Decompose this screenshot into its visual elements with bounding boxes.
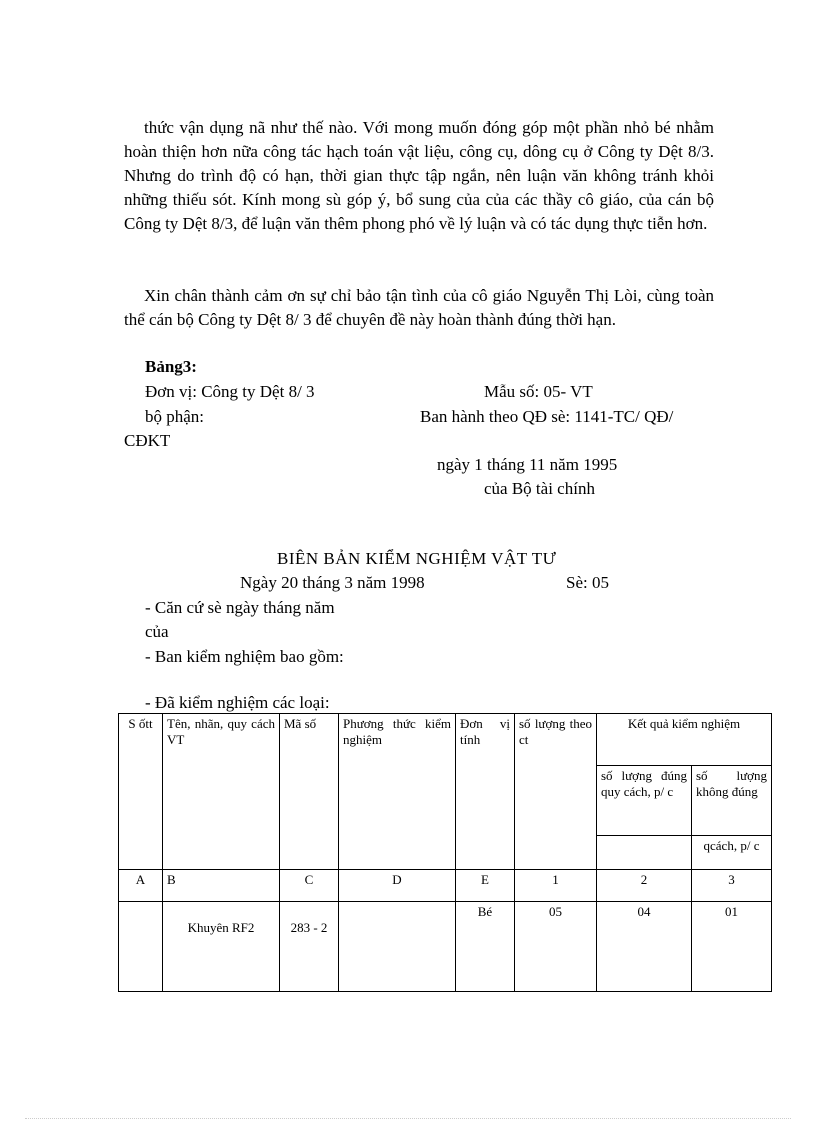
issued-by: Ban hành theo QĐ sè: 1141-TC/ QĐ/ (420, 407, 674, 426)
inspection-table (118, 713, 772, 992)
basis-line-continued: của (145, 622, 169, 641)
unit-line: Đơn vị: Công ty Dệt 8/ 3 (145, 382, 315, 401)
intro-paragraph-2-text: Xin chân thành cảm ơn sự chỉ bảo tận tình của cô giáo Nguyễn Thị Lòi, cùng toàn thể cán bộ Công ty Dệt 8/ 3 để chuyên đề này hoàn thành đúng thời hạn. (124, 286, 714, 329)
header-name: Tên, nhãn, quy cách VT (163, 714, 280, 870)
document-date: Ngày 20 tháng 3 năm 1998 (240, 573, 425, 592)
issued-date: ngày 1 tháng 11 năm 1995 (437, 455, 618, 474)
row-method (339, 902, 456, 992)
row-code: 283 - 2 (280, 902, 339, 992)
table-row (119, 902, 772, 992)
intro-paragraph-2 (124, 284, 714, 332)
document-number: Sè: 05 (566, 573, 609, 592)
table-code-row (119, 870, 772, 902)
header-code: Mã số (280, 714, 339, 870)
row-qty-ok: 04 (597, 902, 692, 992)
header-method: Phương thức kiểm nghiệm (339, 714, 456, 870)
issued-organization: của Bộ tài chính (484, 479, 595, 498)
code-cell: C (280, 870, 339, 902)
inspected-line: - Đã kiểm nghiệm các loại: (145, 693, 330, 712)
intro-paragraph-1 (124, 116, 714, 236)
row-name: Khuyên RF2 (163, 902, 280, 992)
form-number: Mẫu số: 05- VT (484, 382, 593, 401)
intro-paragraph-1-text: thức vận dụng nã như thế nào. Với mong muốn đóng góp một phần nhỏ bé nhằm hoàn thiện hơn nữa công tác hạch toán vật liệu, công cụ, dông cụ ở Công ty Dệt 8/3. Nhưng do trình độ có hạn, thời gian thực tập ngắn, nên luận văn không tránh khỏi những thiếu sót. Kính mong sù góp ý, bổ sung của của các thầy cô giáo, của cán bộ Công ty Dệt 8/3, để luận văn thêm phong phó về lý luận và có tác dụng thực tiễn hơn. (124, 118, 714, 233)
code-cell: E (456, 870, 515, 902)
header-empty-cell (597, 836, 692, 870)
department-line: bộ phận: (145, 407, 205, 426)
header-stt: S ốtt (119, 714, 163, 870)
header-unit: Đơn vị tính (456, 714, 515, 870)
row-stt (119, 902, 163, 992)
page-bottom-rule (25, 1118, 791, 1119)
code-cell: A (119, 870, 163, 902)
header-qty-not-ok-continued: qcách, p/ c (692, 836, 772, 870)
header-qty-doc: số lượng theo ct (515, 714, 597, 870)
row-qty-not-ok: 01 (692, 902, 772, 992)
document-title: BIÊN BẢN KIỂM NGHIỆM VẬT TƯ (277, 549, 557, 568)
header-result: Kết quả kiểm nghiệm (597, 714, 772, 766)
issued-by-continued: CĐKT (124, 431, 171, 450)
table-label: Bảng3: (145, 357, 197, 376)
code-cell: D (339, 870, 456, 902)
header-qty-not-ok: số lượng không đúng (692, 766, 772, 836)
code-cell: B (163, 870, 280, 902)
code-cell: 3 (692, 870, 772, 902)
committee-line: - Ban kiểm nghiệm bao gồm: (145, 647, 344, 666)
header-qty-ok: số lượng đúng quy cách, p/ c (597, 766, 692, 836)
table-header-row (119, 714, 772, 766)
code-cell: 2 (597, 870, 692, 902)
basis-line: - Căn cứ sè ngày tháng năm (145, 598, 335, 617)
code-cell: 1 (515, 870, 597, 902)
row-unit: Bé (456, 902, 515, 992)
row-qty-doc: 05 (515, 902, 597, 992)
